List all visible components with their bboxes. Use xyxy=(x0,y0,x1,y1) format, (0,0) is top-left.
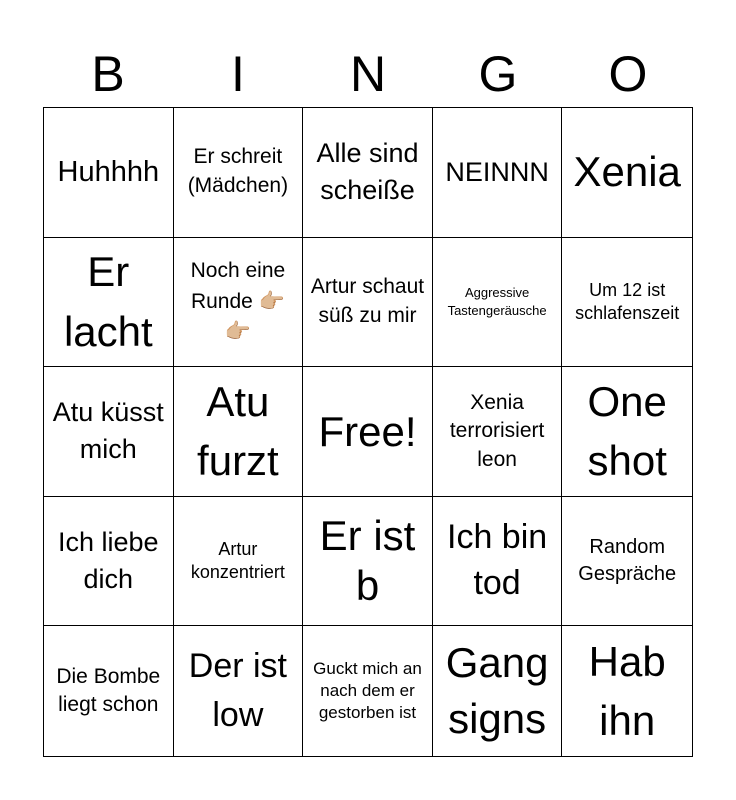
bingo-cell[interactable] xyxy=(562,626,692,756)
bingo-cell[interactable] xyxy=(174,108,304,238)
cell-text: Xenia xyxy=(573,148,681,195)
bingo-board xyxy=(43,107,693,757)
bingo-cell[interactable] xyxy=(44,108,174,238)
cell-text: Ich liebe dich xyxy=(58,526,159,595)
cell-text: Atu furzt xyxy=(197,377,279,485)
bingo-cell[interactable] xyxy=(562,108,692,238)
bingo-cell[interactable] xyxy=(303,238,433,368)
cell-text: Er ist b xyxy=(319,511,416,610)
bingo-cell[interactable] xyxy=(433,238,563,368)
bingo-cell[interactable] xyxy=(303,626,433,756)
bingo-cell[interactable] xyxy=(562,238,692,368)
bingo-cell[interactable] xyxy=(303,108,433,238)
bingo-cell[interactable] xyxy=(44,497,174,627)
cell-text: Er lacht xyxy=(63,248,153,355)
bingo-cell[interactable] xyxy=(433,497,563,627)
cell-text: Hab ihn xyxy=(588,637,666,745)
cell-text: Guckt mich an nach dem er gestorben ist xyxy=(313,659,422,723)
header-letter-b: B xyxy=(91,46,125,102)
cell-text: Aggressive Tastengeräusche xyxy=(447,285,547,318)
bingo-cell[interactable] xyxy=(433,367,563,497)
bingo-header xyxy=(43,42,693,106)
bingo-cell[interactable] xyxy=(303,497,433,627)
bingo-cell[interactable] xyxy=(174,367,304,497)
bingo-cell[interactable] xyxy=(433,108,563,238)
bingo-cell[interactable] xyxy=(562,497,692,627)
bingo-cell[interactable] xyxy=(174,626,304,756)
bingo-cell[interactable] xyxy=(303,367,433,497)
cell-text: Um 12 ist schlafenszeit xyxy=(575,279,680,323)
bingo-cell[interactable] xyxy=(44,367,174,497)
cell-text: Ich bin tod xyxy=(447,518,548,603)
bingo-cell[interactable] xyxy=(174,497,304,627)
bingo-cell[interactable] xyxy=(174,238,304,368)
cell-text: Noch eine Runde 👉🏼 👉🏼 xyxy=(190,259,286,344)
cell-text: Huhhhh xyxy=(57,156,160,189)
cell-text: Er schreit (Mädchen) xyxy=(187,145,289,198)
cell-text: Artur konzentriert xyxy=(190,538,285,583)
header-letter-o: O xyxy=(608,46,648,102)
bingo-cell[interactable] xyxy=(44,626,174,756)
header-letter-n: N xyxy=(349,46,387,102)
cell-text: NEINNN xyxy=(445,156,549,187)
cell-text: Der ist low xyxy=(188,646,287,735)
cell-text: Xenia terrorisiert leon xyxy=(449,390,545,471)
bingo-cell[interactable] xyxy=(44,238,174,368)
cell-text: Random Gespräche xyxy=(578,535,677,586)
cell-text: One shot xyxy=(587,377,667,485)
cell-text: Die Bombe liegt schon xyxy=(56,664,161,717)
cell-text: Free! xyxy=(318,407,417,455)
header-letter-i: I xyxy=(231,46,245,102)
bingo-cell[interactable] xyxy=(562,367,692,497)
bingo-cell[interactable] xyxy=(433,626,563,756)
cell-text: Alle sind scheiße xyxy=(316,138,419,206)
cell-text: Artur schaut süß zu mir xyxy=(310,274,425,327)
cell-text: Gang signs xyxy=(445,638,549,743)
cell-text: Atu küsst mich xyxy=(52,397,164,465)
header-letter-g: G xyxy=(478,46,518,102)
